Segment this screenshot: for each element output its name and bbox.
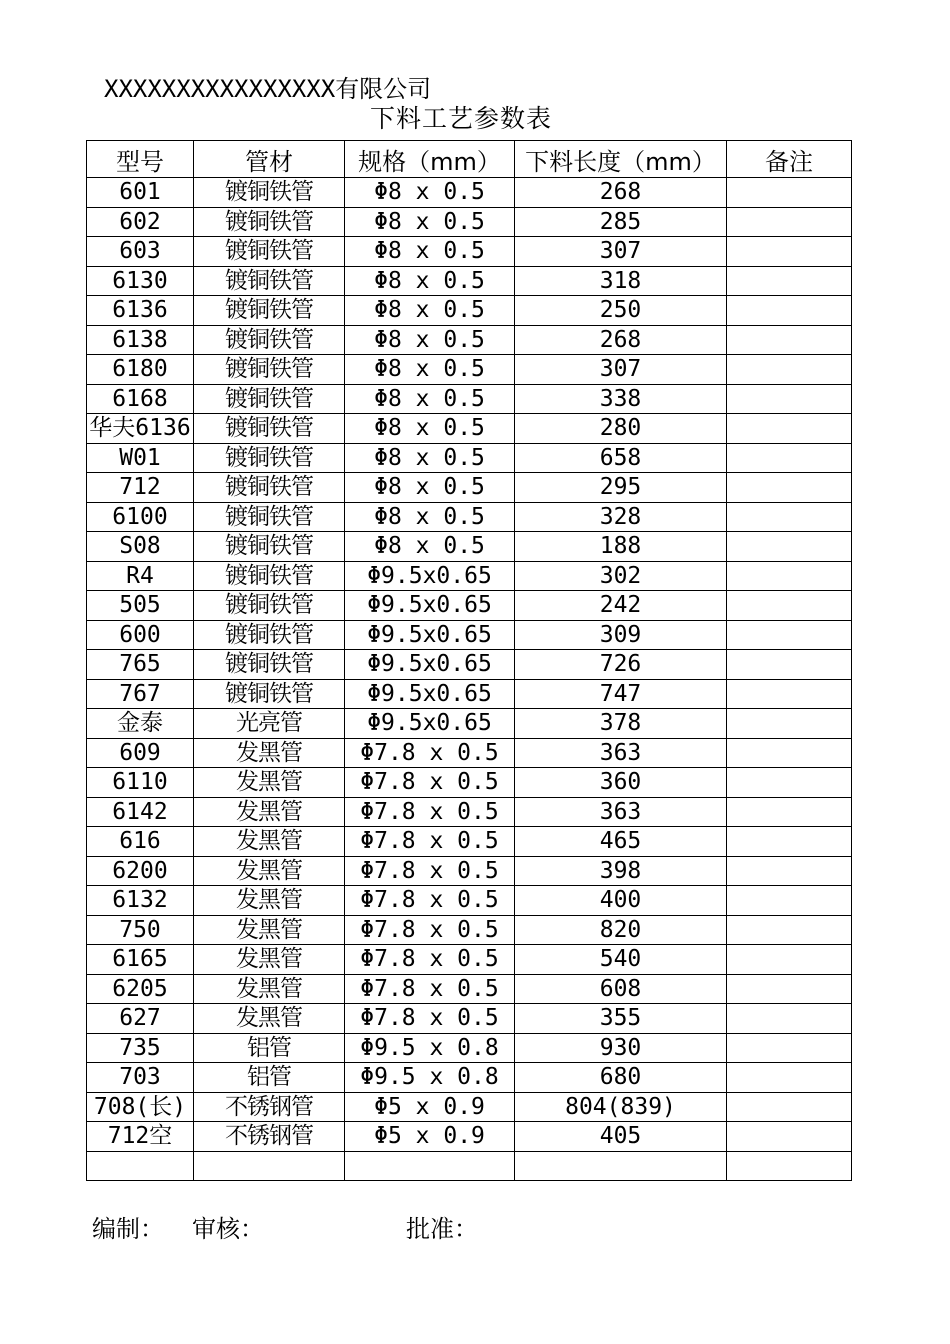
table-row: [87, 1092, 852, 1122]
cell-cut-length: 250: [515, 296, 727, 326]
table-row: [87, 266, 852, 296]
table-row: [87, 620, 852, 650]
cell-material: 发黑管: [194, 1004, 345, 1034]
parameter-table: [86, 140, 852, 1181]
cell-remarks: [727, 1063, 852, 1093]
table-row: [87, 768, 852, 798]
document-title: 下料工艺参数表: [370, 104, 553, 133]
cell-model: 712空: [87, 1122, 194, 1152]
cell-cut-length: 658: [515, 443, 727, 473]
cell-cut-length: 608: [515, 974, 727, 1004]
table-row: [87, 650, 852, 680]
cell-material: 镀铜铁管: [194, 532, 345, 562]
cell-cut-length: 398: [515, 856, 727, 886]
cell-remarks: [727, 502, 852, 532]
table-row: [87, 1033, 852, 1063]
cell-spec: Φ7.8 x 0.5: [345, 974, 515, 1004]
cell-spec: Φ7.8 x 0.5: [345, 797, 515, 827]
cell-model: 6142: [87, 797, 194, 827]
cell-spec: Φ8 x 0.5: [345, 473, 515, 503]
cell-model: 金泰: [87, 709, 194, 739]
cell-material: 镀铜铁管: [194, 325, 345, 355]
cell-model: W01: [87, 443, 194, 473]
cell-cut-length: 280: [515, 414, 727, 444]
approved-by-label: 批准：: [406, 1215, 478, 1243]
cell-model: 6200: [87, 856, 194, 886]
cell-material: 发黑管: [194, 797, 345, 827]
cell-model: 6110: [87, 768, 194, 798]
cell-remarks: [727, 1004, 852, 1034]
cell-remarks: [727, 443, 852, 473]
cell-material: 发黑管: [194, 738, 345, 768]
cell-spec: Φ8 x 0.5: [345, 414, 515, 444]
table-row: [87, 1004, 852, 1034]
cell-model: 600: [87, 620, 194, 650]
cell-material: 镀铜铁管: [194, 561, 345, 591]
cell-remarks: [727, 473, 852, 503]
column-header-model: 型号: [87, 141, 194, 178]
cell-spec: Φ8 x 0.5: [345, 502, 515, 532]
cell-model: 712: [87, 473, 194, 503]
cell-material: 镀铜铁管: [194, 591, 345, 621]
cell-spec: Φ8 x 0.5: [345, 443, 515, 473]
cell-model: 750: [87, 915, 194, 945]
cell-cut-length: 307: [515, 237, 727, 267]
cell-model: 6180: [87, 355, 194, 385]
cell-model: 603: [87, 237, 194, 267]
cell-material: 发黑管: [194, 827, 345, 857]
cell-model: 765: [87, 650, 194, 680]
cell-cut-length: 726: [515, 650, 727, 680]
cell-cut-length: 309: [515, 620, 727, 650]
cell-model: 6100: [87, 502, 194, 532]
cell-model: 6138: [87, 325, 194, 355]
cell-spec: Φ7.8 x 0.5: [345, 768, 515, 798]
cell-spec: Φ9.5x0.65: [345, 679, 515, 709]
cell-model: 6168: [87, 384, 194, 414]
table-row: [87, 679, 852, 709]
cell-spec: Φ9.5x0.65: [345, 620, 515, 650]
cell-remarks: [727, 1033, 852, 1063]
compiled-by-label: 编制：: [92, 1215, 164, 1243]
table-row: [87, 325, 852, 355]
cell-model: 6132: [87, 886, 194, 916]
cell-material: 发黑管: [194, 915, 345, 945]
cell-cut-length: 465: [515, 827, 727, 857]
cell-model: S08: [87, 532, 194, 562]
cell-spec: Φ5 x 0.9: [345, 1092, 515, 1122]
cell-cut-length: 540: [515, 945, 727, 975]
cell-cut-length: 328: [515, 502, 727, 532]
cell-cut-length: 302: [515, 561, 727, 591]
cell-material: 不锈钢管: [194, 1092, 345, 1122]
cell-model: 735: [87, 1033, 194, 1063]
cell-remarks: [727, 561, 852, 591]
table-row: [87, 532, 852, 562]
cell-spec: Φ5 x 0.9: [345, 1122, 515, 1152]
cell-spec: [345, 1151, 515, 1181]
cell-remarks: [727, 178, 852, 208]
cell-remarks: [727, 915, 852, 945]
cell-cut-length: 363: [515, 738, 727, 768]
cell-spec: Φ7.8 x 0.5: [345, 886, 515, 916]
table-row: [87, 473, 852, 503]
cell-cut-length: 680: [515, 1063, 727, 1093]
cell-remarks: [727, 591, 852, 621]
cell-remarks: [727, 355, 852, 385]
cell-remarks: [727, 738, 852, 768]
cell-material: 镀铜铁管: [194, 443, 345, 473]
cell-material: 发黑管: [194, 945, 345, 975]
cell-spec: Φ8 x 0.5: [345, 532, 515, 562]
cell-model: 627: [87, 1004, 194, 1034]
cell-remarks: [727, 207, 852, 237]
table-row: [87, 296, 852, 326]
cell-cut-length: 747: [515, 679, 727, 709]
cell-cut-length: 285: [515, 207, 727, 237]
cell-spec: Φ9.5x0.65: [345, 561, 515, 591]
cell-spec: Φ9.5x0.65: [345, 591, 515, 621]
table-row: [87, 237, 852, 267]
cell-cut-length: 268: [515, 178, 727, 208]
column-header-spec: 规格（mm）: [345, 141, 515, 178]
table-row: [87, 502, 852, 532]
cell-material: 镀铜铁管: [194, 178, 345, 208]
cell-material: 镀铜铁管: [194, 355, 345, 385]
cell-material: 镀铜铁管: [194, 473, 345, 503]
cell-material: 镀铜铁管: [194, 414, 345, 444]
cell-material: 发黑管: [194, 886, 345, 916]
cell-spec: Φ8 x 0.5: [345, 355, 515, 385]
cell-model: 6205: [87, 974, 194, 1004]
cell-cut-length: 188: [515, 532, 727, 562]
table-row: [87, 709, 852, 739]
cell-model: 505: [87, 591, 194, 621]
cell-remarks: [727, 532, 852, 562]
cell-model: 602: [87, 207, 194, 237]
cell-model: [87, 1151, 194, 1181]
cell-spec: Φ7.8 x 0.5: [345, 827, 515, 857]
cell-material: [194, 1151, 345, 1181]
cell-spec: Φ9.5x0.65: [345, 709, 515, 739]
table-row: [87, 915, 852, 945]
cell-remarks: [727, 266, 852, 296]
cell-material: 镀铜铁管: [194, 679, 345, 709]
table-row: [87, 384, 852, 414]
cell-spec: Φ8 x 0.5: [345, 296, 515, 326]
table-row: [87, 1122, 852, 1152]
cell-spec: Φ9.5 x 0.8: [345, 1063, 515, 1093]
table-row: [87, 207, 852, 237]
cell-spec: Φ7.8 x 0.5: [345, 1004, 515, 1034]
cell-spec: Φ9.5x0.65: [345, 650, 515, 680]
cell-remarks: [727, 974, 852, 1004]
table-row: [87, 974, 852, 1004]
cell-remarks: [727, 296, 852, 326]
cell-model: 6165: [87, 945, 194, 975]
cell-material: 发黑管: [194, 768, 345, 798]
cell-model: 华夫6136: [87, 414, 194, 444]
cell-remarks: [727, 414, 852, 444]
table-row: [87, 827, 852, 857]
cell-spec: Φ7.8 x 0.5: [345, 915, 515, 945]
cell-spec: Φ8 x 0.5: [345, 237, 515, 267]
table-row: [87, 414, 852, 444]
table-row: [87, 945, 852, 975]
cell-model: 616: [87, 827, 194, 857]
cell-remarks: [727, 827, 852, 857]
cell-model: 708(长): [87, 1092, 194, 1122]
cell-cut-length: 242: [515, 591, 727, 621]
cell-cut-length: 307: [515, 355, 727, 385]
cell-model: 767: [87, 679, 194, 709]
cell-material: 镀铜铁管: [194, 296, 345, 326]
cell-remarks: [727, 620, 852, 650]
table-header-row: [87, 141, 852, 178]
cell-material: 镀铜铁管: [194, 266, 345, 296]
cell-cut-length: 360: [515, 768, 727, 798]
cell-remarks: [727, 768, 852, 798]
cell-spec: Φ7.8 x 0.5: [345, 738, 515, 768]
cell-remarks: [727, 856, 852, 886]
company-name: XXXXXXXXXXXXXXXX有限公司: [104, 75, 432, 103]
table-row: [87, 178, 852, 208]
cell-remarks: [727, 1122, 852, 1152]
cell-model: 601: [87, 178, 194, 208]
table-row: [87, 1063, 852, 1093]
cell-material: 铝管: [194, 1033, 345, 1063]
cell-spec: Φ9.5 x 0.8: [345, 1033, 515, 1063]
cell-remarks: [727, 237, 852, 267]
cell-cut-length: 355: [515, 1004, 727, 1034]
cell-model: 6136: [87, 296, 194, 326]
cell-cut-length: 295: [515, 473, 727, 503]
column-header-cut-length: 下料长度（mm）: [515, 141, 727, 178]
cell-model: 703: [87, 1063, 194, 1093]
cell-material: 铝管: [194, 1063, 345, 1093]
cell-material: 镀铜铁管: [194, 384, 345, 414]
table-row: [87, 1151, 852, 1181]
cell-remarks: [727, 709, 852, 739]
cell-remarks: [727, 1092, 852, 1122]
cell-material: 镀铜铁管: [194, 650, 345, 680]
cell-remarks: [727, 384, 852, 414]
cell-material: 镀铜铁管: [194, 502, 345, 532]
cell-cut-length: 318: [515, 266, 727, 296]
cell-spec: Φ7.8 x 0.5: [345, 945, 515, 975]
cell-cut-length: [515, 1151, 727, 1181]
cell-remarks: [727, 650, 852, 680]
cell-material: 不锈钢管: [194, 1122, 345, 1152]
table-row: [87, 856, 852, 886]
table-row: [87, 591, 852, 621]
column-header-remarks: 备注: [727, 141, 852, 178]
cell-material: 镀铜铁管: [194, 207, 345, 237]
cell-cut-length: 338: [515, 384, 727, 414]
cell-cut-length: 930: [515, 1033, 727, 1063]
cell-remarks: [727, 797, 852, 827]
cell-remarks: [727, 679, 852, 709]
table-row: [87, 738, 852, 768]
table-row: [87, 355, 852, 385]
cell-spec: Φ7.8 x 0.5: [345, 856, 515, 886]
reviewed-by-label: 审核：: [192, 1215, 264, 1243]
cell-spec: Φ8 x 0.5: [345, 266, 515, 296]
table-row: [87, 797, 852, 827]
cell-model: 609: [87, 738, 194, 768]
cell-cut-length: 363: [515, 797, 727, 827]
cell-spec: Φ8 x 0.5: [345, 325, 515, 355]
cell-model: R4: [87, 561, 194, 591]
cell-cut-length: 820: [515, 915, 727, 945]
column-header-material: 管材: [194, 141, 345, 178]
cell-remarks: [727, 1151, 852, 1181]
table-row: [87, 886, 852, 916]
cell-material: 发黑管: [194, 974, 345, 1004]
table-row: [87, 443, 852, 473]
table-body: [87, 178, 852, 1181]
cell-model: 6130: [87, 266, 194, 296]
cell-material: 镀铜铁管: [194, 620, 345, 650]
cell-cut-length: 804(839): [515, 1092, 727, 1122]
cell-cut-length: 268: [515, 325, 727, 355]
cell-cut-length: 378: [515, 709, 727, 739]
cell-material: 发黑管: [194, 856, 345, 886]
cell-cut-length: 405: [515, 1122, 727, 1152]
cell-remarks: [727, 945, 852, 975]
cell-spec: Φ8 x 0.5: [345, 207, 515, 237]
cell-cut-length: 400: [515, 886, 727, 916]
cell-spec: Φ8 x 0.5: [345, 178, 515, 208]
cell-spec: Φ8 x 0.5: [345, 384, 515, 414]
cell-remarks: [727, 325, 852, 355]
cell-material: 镀铜铁管: [194, 237, 345, 267]
cell-remarks: [727, 886, 852, 916]
table-row: [87, 561, 852, 591]
cell-material: 光亮管: [194, 709, 345, 739]
